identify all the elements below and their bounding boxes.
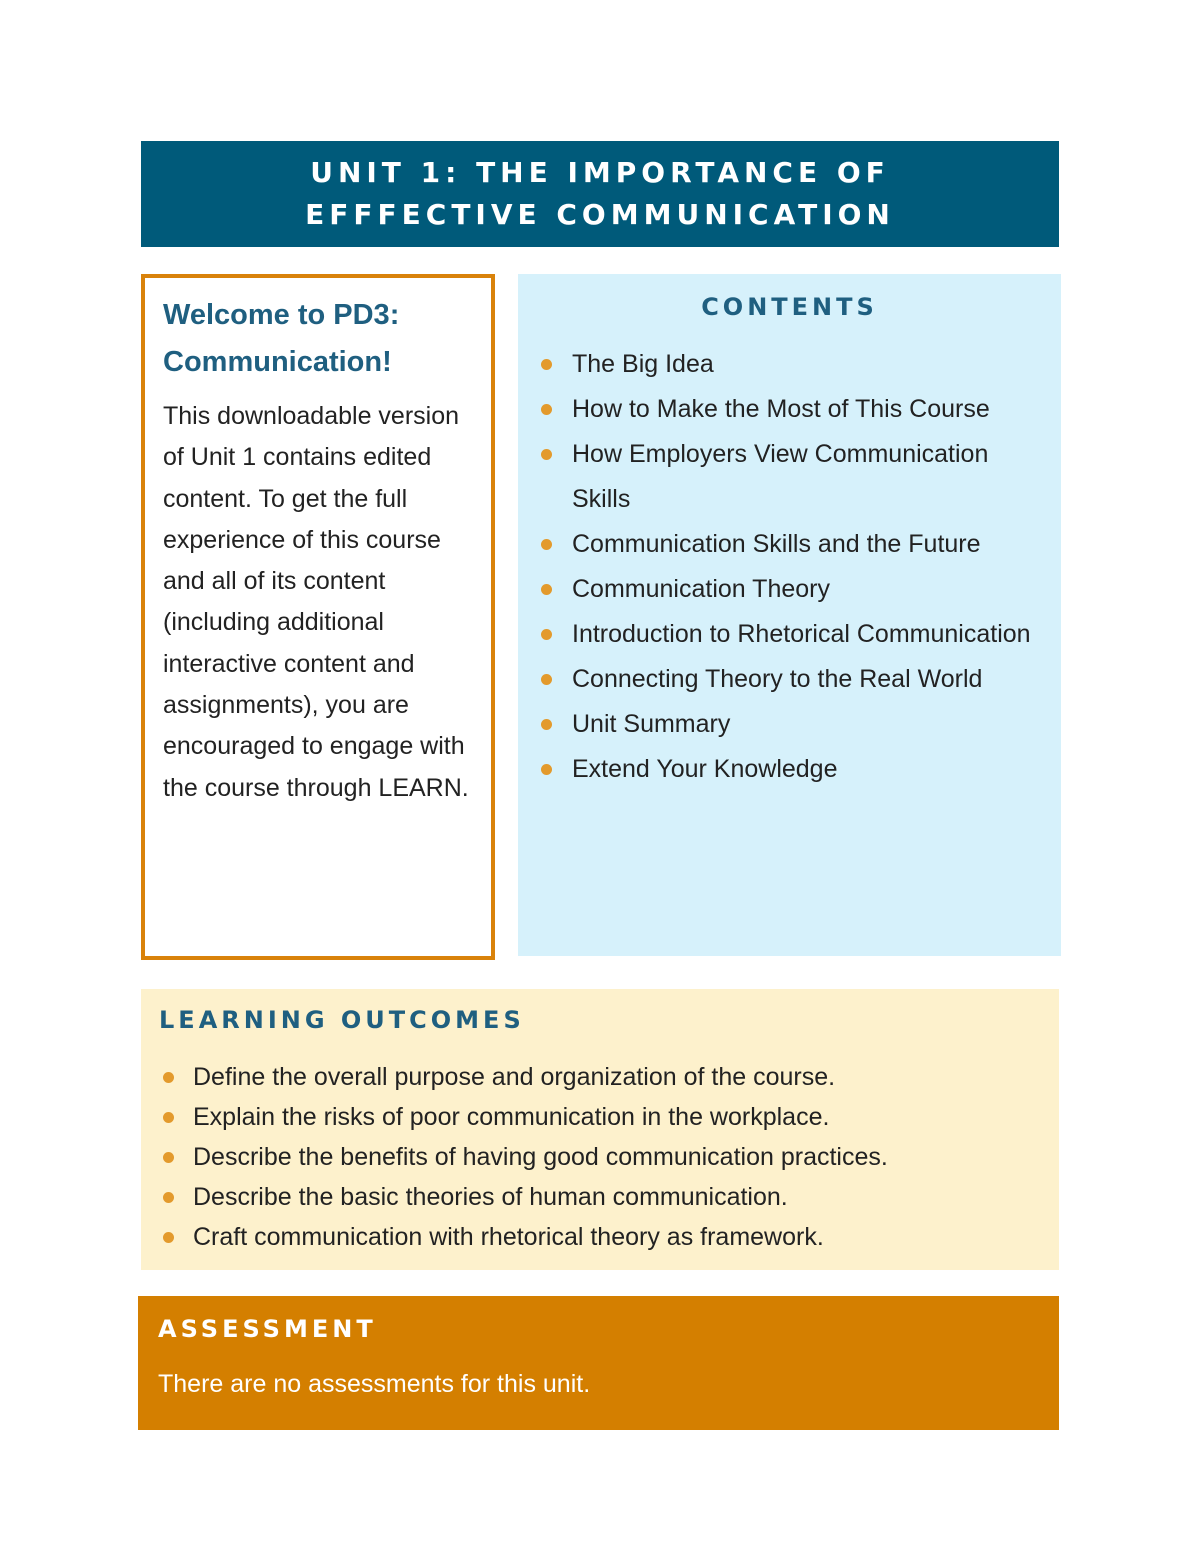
contents-item[interactable] bbox=[536, 612, 1043, 657]
welcome-body: This downloadable version of Unit 1 contains edited content. To get the full experience of this course and all of its content (including additional interactive content and assignments), you are encouraged to engage with the course through LEARN. bbox=[163, 402, 469, 802]
outcome-item-label: Describe the basic theories of human communication. bbox=[193, 1183, 788, 1211]
contents-item-label: The Big Idea bbox=[572, 350, 714, 378]
contents-item-label: Communication Skills and the Future bbox=[572, 530, 981, 558]
assessment-body: There are no assessments for this unit. bbox=[158, 1370, 591, 1398]
bullet-icon bbox=[541, 449, 552, 460]
contents-title: CONTENTS bbox=[701, 293, 878, 321]
contents-item-label: Connecting Theory to the Real World bbox=[572, 665, 983, 693]
bullet-icon bbox=[541, 359, 552, 370]
welcome-box bbox=[141, 274, 495, 960]
contents-item[interactable] bbox=[536, 342, 1043, 387]
bullet-icon bbox=[163, 1192, 174, 1203]
outcome-item-label: Explain the risks of poor communication in the workplace. bbox=[193, 1103, 830, 1131]
assessment-title: ASSESSMENT bbox=[158, 1315, 377, 1343]
contents-item[interactable] bbox=[536, 702, 1043, 747]
bullet-icon bbox=[541, 719, 552, 730]
bullet-icon bbox=[541, 764, 552, 775]
outcome-item-label: Describe the benefits of having good communication practices. bbox=[193, 1143, 888, 1171]
welcome-title bbox=[163, 292, 473, 386]
unit-title-line-2: EFFFECTIVE COMMUNICATION bbox=[305, 198, 895, 231]
contents-item[interactable] bbox=[536, 432, 1043, 522]
contents-item[interactable] bbox=[536, 657, 1043, 702]
bullet-icon bbox=[541, 404, 552, 415]
bullet-icon bbox=[163, 1232, 174, 1243]
bullet-icon bbox=[163, 1152, 174, 1163]
contents-item[interactable] bbox=[536, 387, 1043, 432]
contents-item-label: Communication Theory bbox=[572, 575, 830, 603]
contents-item-label: Unit Summary bbox=[572, 710, 731, 738]
contents-item-label: How to Make the Most of This Course bbox=[572, 395, 990, 423]
learning-outcomes-list bbox=[159, 1057, 1041, 1257]
unit-title-line-1: UNIT 1: THE IMPORTANCE OF bbox=[310, 156, 890, 189]
bullet-icon bbox=[163, 1112, 174, 1123]
bullet-icon bbox=[541, 674, 552, 685]
outcome-item bbox=[159, 1097, 1041, 1137]
welcome-title-line-1: Welcome to PD3: bbox=[163, 299, 400, 331]
unit-title-banner bbox=[141, 141, 1059, 247]
welcome-title-line-2: Communication! bbox=[163, 346, 392, 378]
assessment-panel bbox=[138, 1296, 1059, 1430]
contents-list bbox=[536, 342, 1043, 792]
outcome-item bbox=[159, 1177, 1041, 1217]
contents-item-label: Extend Your Knowledge bbox=[572, 755, 838, 783]
bullet-icon bbox=[541, 584, 552, 595]
outcome-item-label: Define the overall purpose and organization of the course. bbox=[193, 1063, 836, 1091]
contents-item-label: How Employers View Communication Skills bbox=[572, 440, 989, 513]
contents-panel bbox=[518, 274, 1061, 956]
learning-outcomes-panel bbox=[141, 989, 1059, 1270]
learning-outcomes-title: LEARNING OUTCOMES bbox=[159, 1006, 525, 1034]
outcome-item bbox=[159, 1057, 1041, 1097]
outcome-item bbox=[159, 1217, 1041, 1257]
bullet-icon bbox=[163, 1072, 174, 1083]
bullet-icon bbox=[541, 629, 552, 640]
contents-item[interactable] bbox=[536, 567, 1043, 612]
outcome-item-label: Craft communication with rhetorical theory as framework. bbox=[193, 1223, 824, 1251]
bullet-icon bbox=[541, 539, 552, 550]
outcome-item bbox=[159, 1137, 1041, 1177]
contents-item[interactable] bbox=[536, 522, 1043, 567]
contents-item-label: Introduction to Rhetorical Communication bbox=[572, 620, 1031, 648]
contents-item[interactable] bbox=[536, 747, 1043, 792]
